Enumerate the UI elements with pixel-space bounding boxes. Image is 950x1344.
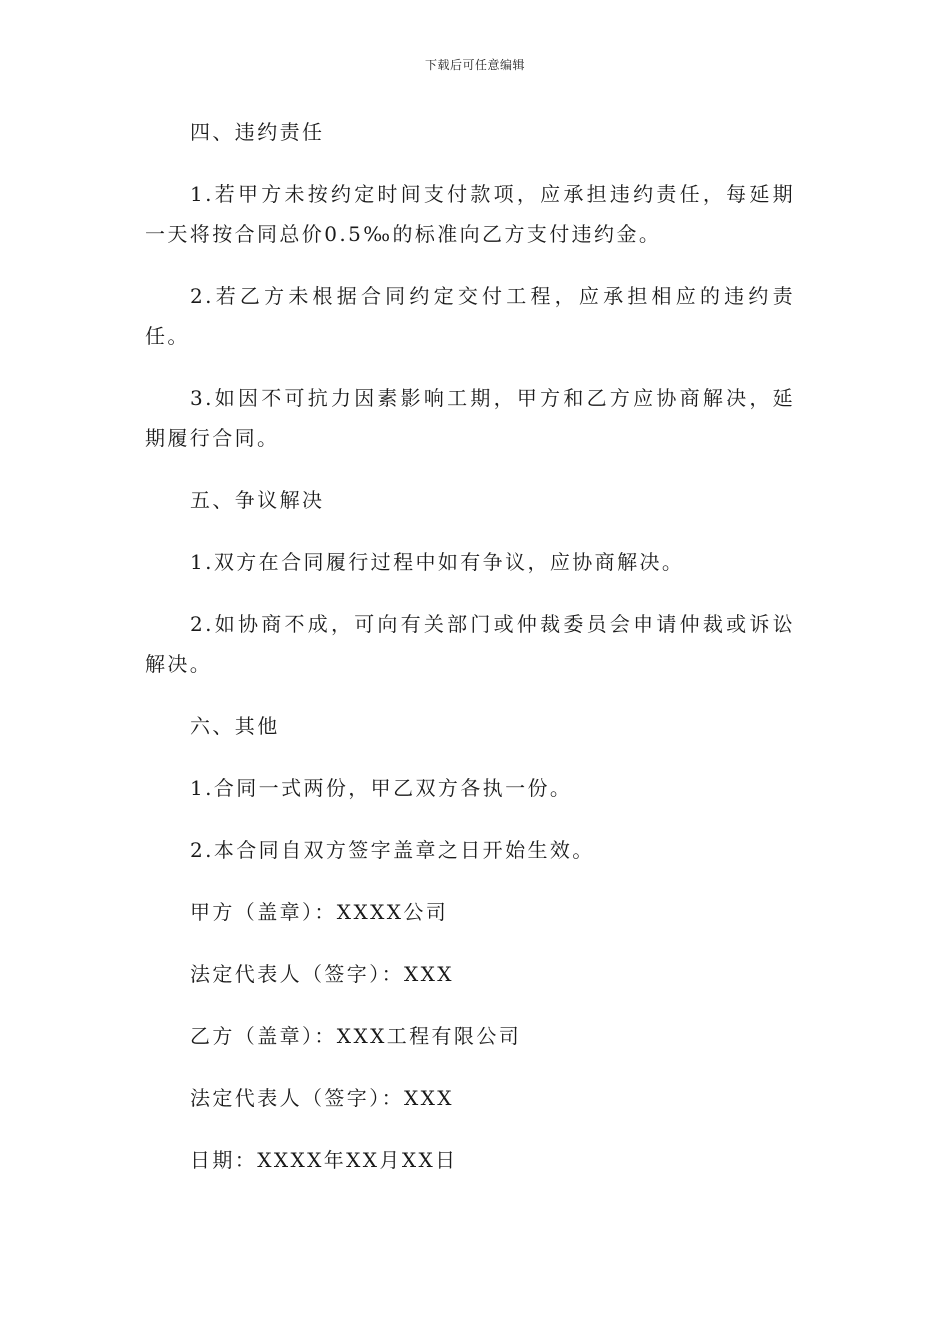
party-a-representative: 法定代表人（签字）：XXX — [190, 962, 454, 986]
party-a-seal: 甲方（盖章）：XXXX公司 — [190, 900, 449, 924]
clause-dispute-1: 1.双方在合同履行过程中如有争议，应协商解决。 — [190, 550, 685, 574]
section-heading-dispute: 五、争议解决 — [190, 488, 325, 512]
document-body — [145, 112, 795, 1202]
clause-breach-1: 1.若甲方未按约定时间支付款项，应承担违约责任，每延期一天将按合同总价0.5‰的标准向乙方支付违约金。 — [145, 182, 795, 246]
clause-other-1: 1.合同一式两份，甲乙双方各执一份。 — [190, 776, 573, 800]
signing-date: 日期：XXXX年XX月XX日 — [190, 1148, 458, 1172]
section-heading-breach: 四、违约责任 — [190, 120, 325, 144]
header-note: 下载后可任意编辑 — [424, 58, 525, 72]
clause-other-2: 2.本合同自双方签字盖章之日开始生效。 — [190, 838, 595, 862]
clause-dispute-2: 2.如协商不成，可向有关部门或仲裁委员会申请仲裁或诉讼解决。 — [145, 612, 795, 676]
clause-breach-3: 3.如因不可抗力因素影响工期，甲方和乙方应协商解决，延期履行合同。 — [145, 386, 795, 450]
section-heading-other: 六、其他 — [190, 714, 280, 738]
party-b-seal: 乙方（盖章）：XXX工程有限公司 — [190, 1024, 522, 1048]
party-b-representative: 法定代表人（签字）：XXX — [190, 1086, 454, 1110]
clause-breach-2: 2.若乙方未根据合同约定交付工程，应承担相应的违约责任。 — [145, 284, 795, 348]
